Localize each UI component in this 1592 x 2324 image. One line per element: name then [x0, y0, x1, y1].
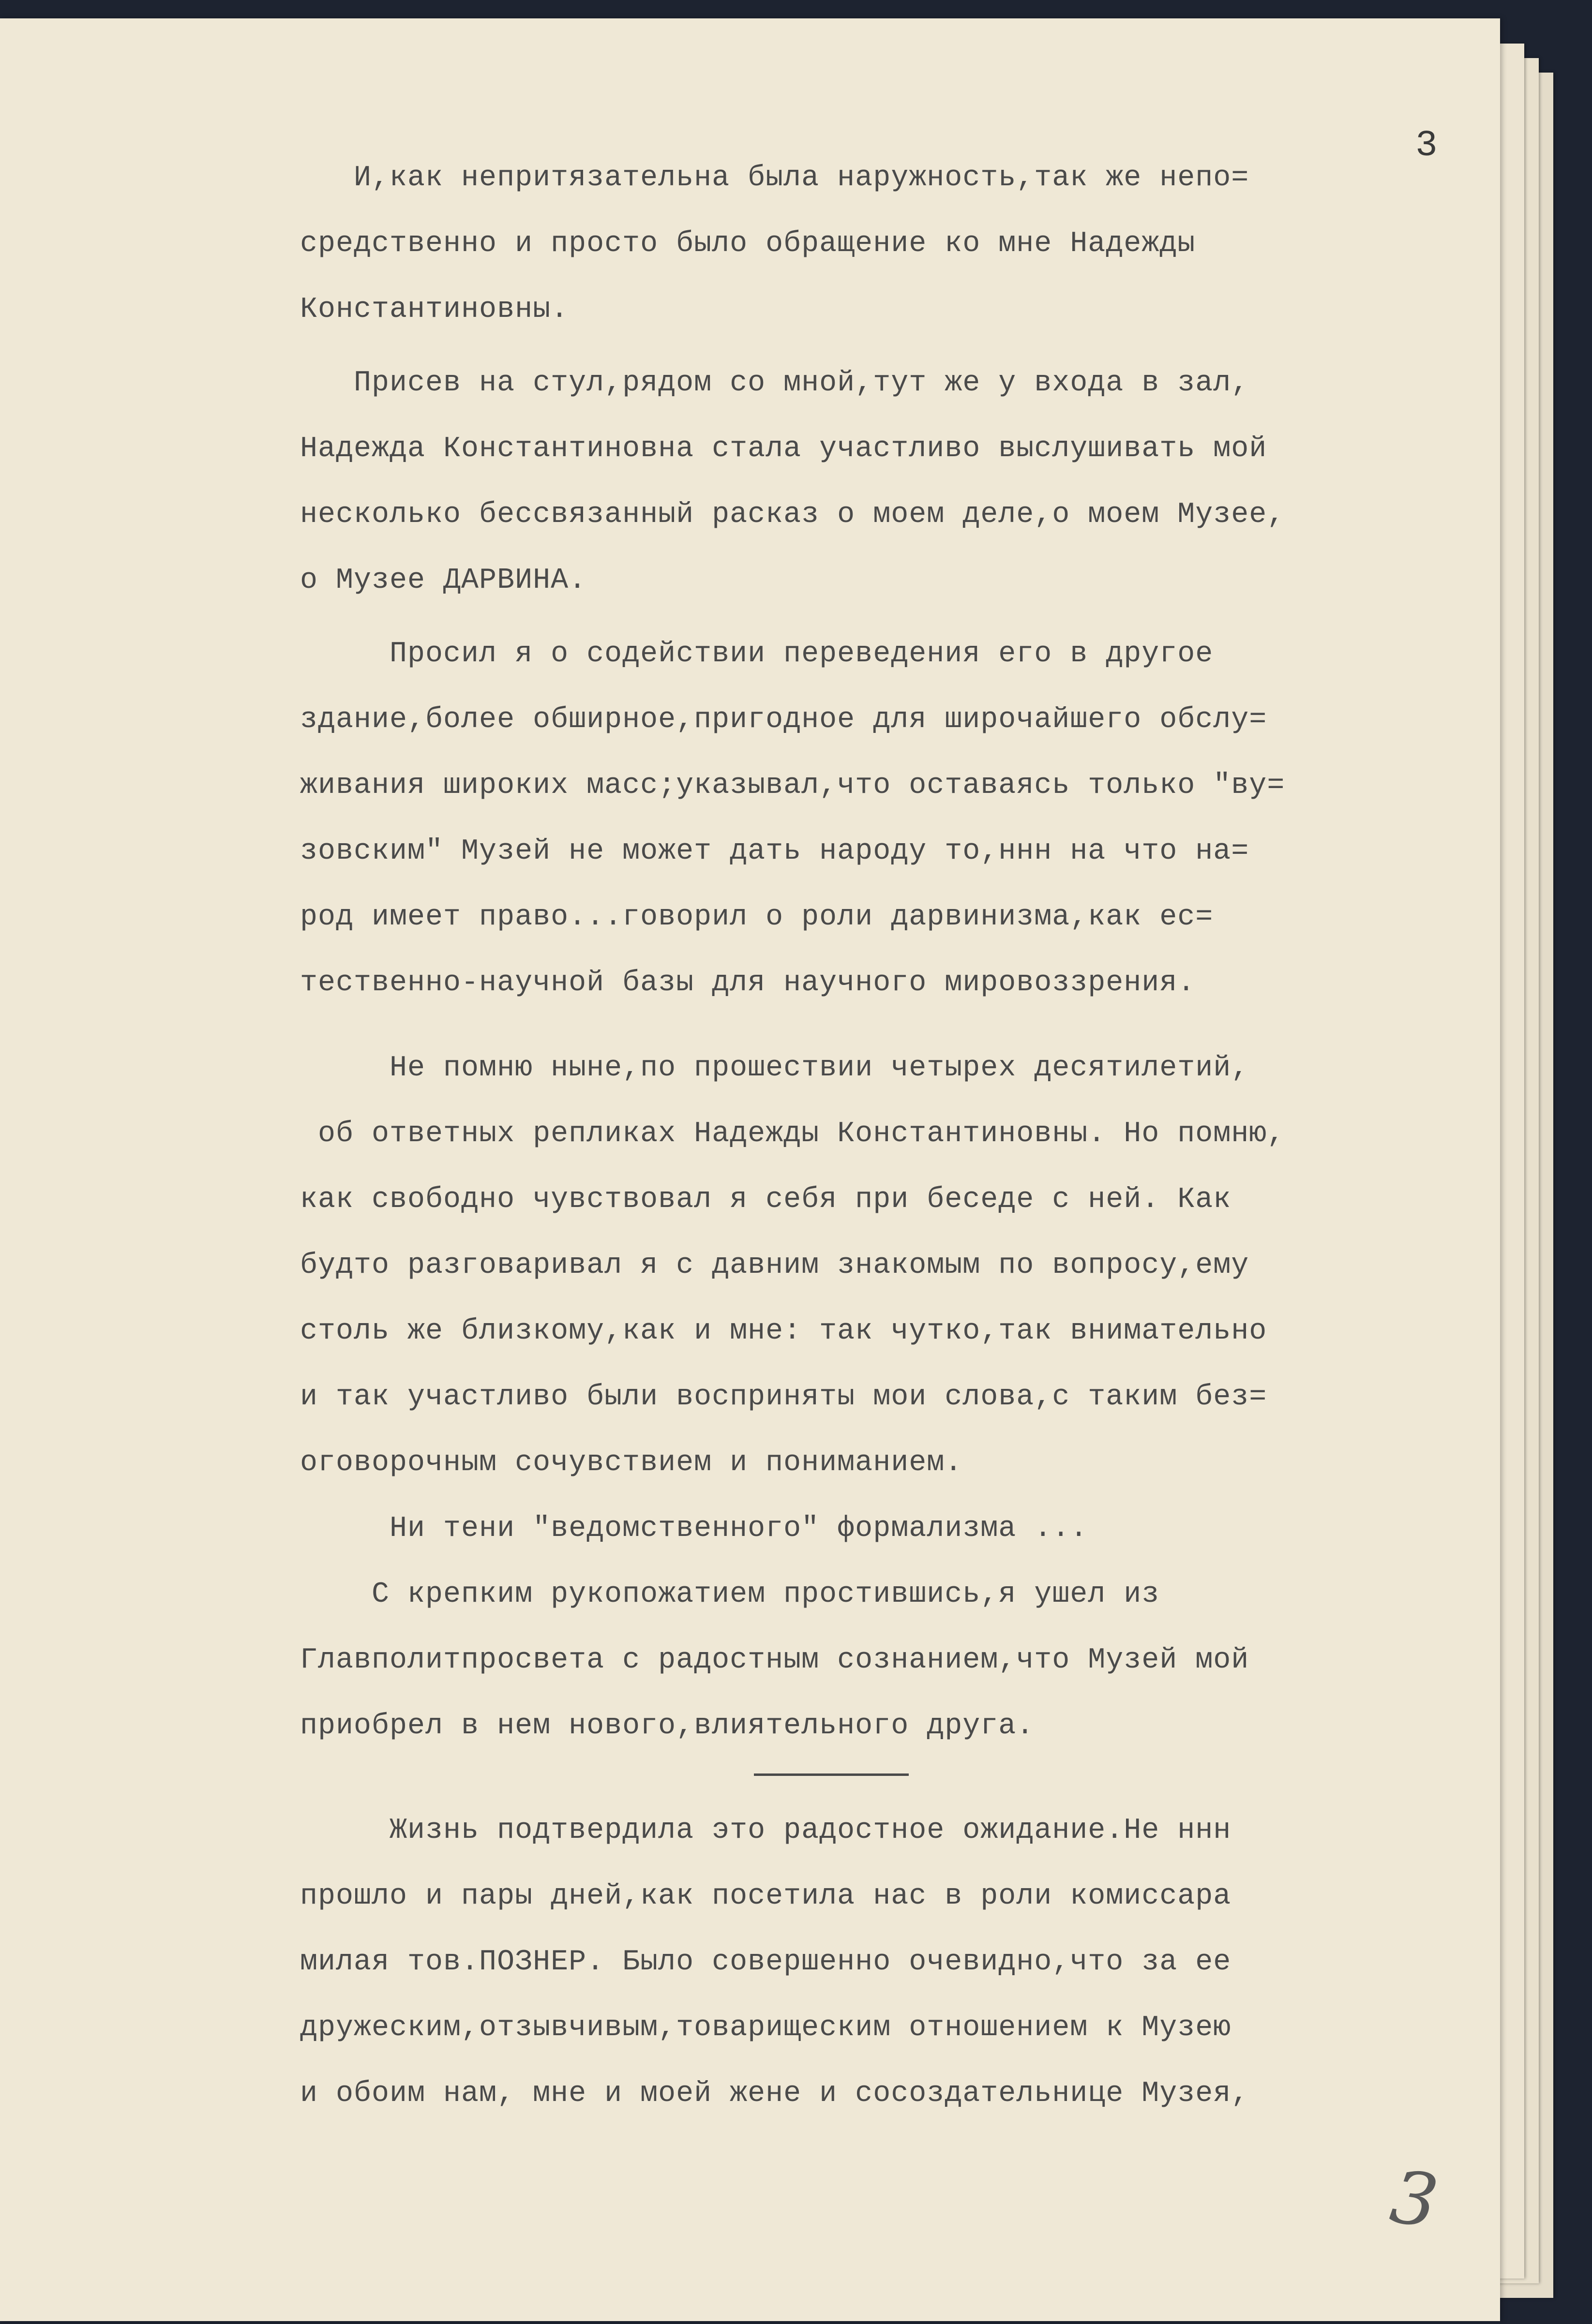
paragraph-line: Присев на стул,рядом со мной,тут же у входа в зал,	[300, 367, 1249, 400]
paragraph-line: средственно и просто было обращение ко мне Надежды	[300, 227, 1196, 260]
paragraph-line: Константиновны.	[300, 293, 569, 326]
paragraph-line: о Музее ДАРВИНА.	[300, 564, 587, 597]
handwritten-page-number: 3	[1385, 2155, 1443, 2245]
paragraph-line: И,как непритязательна была наружность,так же непо=	[300, 162, 1249, 194]
paragraph-line: Надежда Константиновна стала участливо выслушивать мой	[300, 432, 1267, 465]
paragraph-line: столь же близкому,как и мне: так чутко,так внимательно	[300, 1315, 1267, 1348]
paragraph-line: оговорочным сочувствием и пониманием.	[300, 1446, 963, 1479]
paragraph-line: зовским" Музей не может дать народу то,ннн на что на=	[300, 835, 1249, 868]
paragraph-line: С крепким рукопожатием простившись,я ушел из	[300, 1578, 1160, 1611]
paragraph-line: дружеским,отзывчивым,товарищеским отношением к Музею	[300, 2011, 1232, 2044]
paragraph-line: Не помню ныне,по прошествии четырех десятилетий,	[300, 1052, 1249, 1085]
paragraph-line: будто разговаривал я с давним знакомым по вопросу,ему	[300, 1249, 1249, 1282]
typewritten-body	[300, 145, 1481, 2127]
paragraph-line: и так участливо были восприняты мои слова,с таким без=	[300, 1381, 1267, 1414]
paragraph-line: и обоим нам, мне и моей жене и сосоздательнице Музея,	[300, 2077, 1249, 2110]
paragraph-line: живания широких масс;указывал,что оставаясь только "ву=	[300, 769, 1285, 802]
paragraph-line: Просил я о содействии переведения его в другое	[300, 638, 1214, 670]
paragraph-line: Жизнь подтвердила это радостное ожидание.Не ннн	[300, 1814, 1232, 1847]
page-number: 3	[1415, 125, 1438, 166]
paragraph-line: Ни тени "ведомственного" формализма ...	[300, 1512, 1088, 1545]
paragraph-line: род имеет право...говорил о роли дарвинизма,как ес=	[300, 901, 1214, 934]
paragraph-line: милая тов.ПОЗНЕР. Было совершенно очевидно,что за ее	[300, 1946, 1232, 1979]
section-divider	[754, 1773, 909, 1776]
paragraph-line: Главполитпросвета с радостным сознанием,что Музей мой	[300, 1644, 1249, 1677]
paragraph-line: как свободно чувствовал я себя при беседе с ней. Как	[300, 1183, 1232, 1216]
paragraph-line: тественно-научной базы для научного мировоззрения.	[300, 967, 1196, 999]
paragraph-line: здание,более обширное,пригодное для широчайшего обслу=	[300, 703, 1267, 736]
paragraph-line: об ответных репликах Надежды Константиновны. Но помню,	[300, 1117, 1285, 1150]
paragraph-line: несколько бессвязанный расказ о моем деле,о моем Музее,	[300, 498, 1285, 531]
paragraph-line: прошло и пары дней,как посетила нас в роли комиссара	[300, 1880, 1232, 1913]
paragraph-line: приобрел в нем нового,влиятельного друга.	[300, 1710, 1035, 1743]
